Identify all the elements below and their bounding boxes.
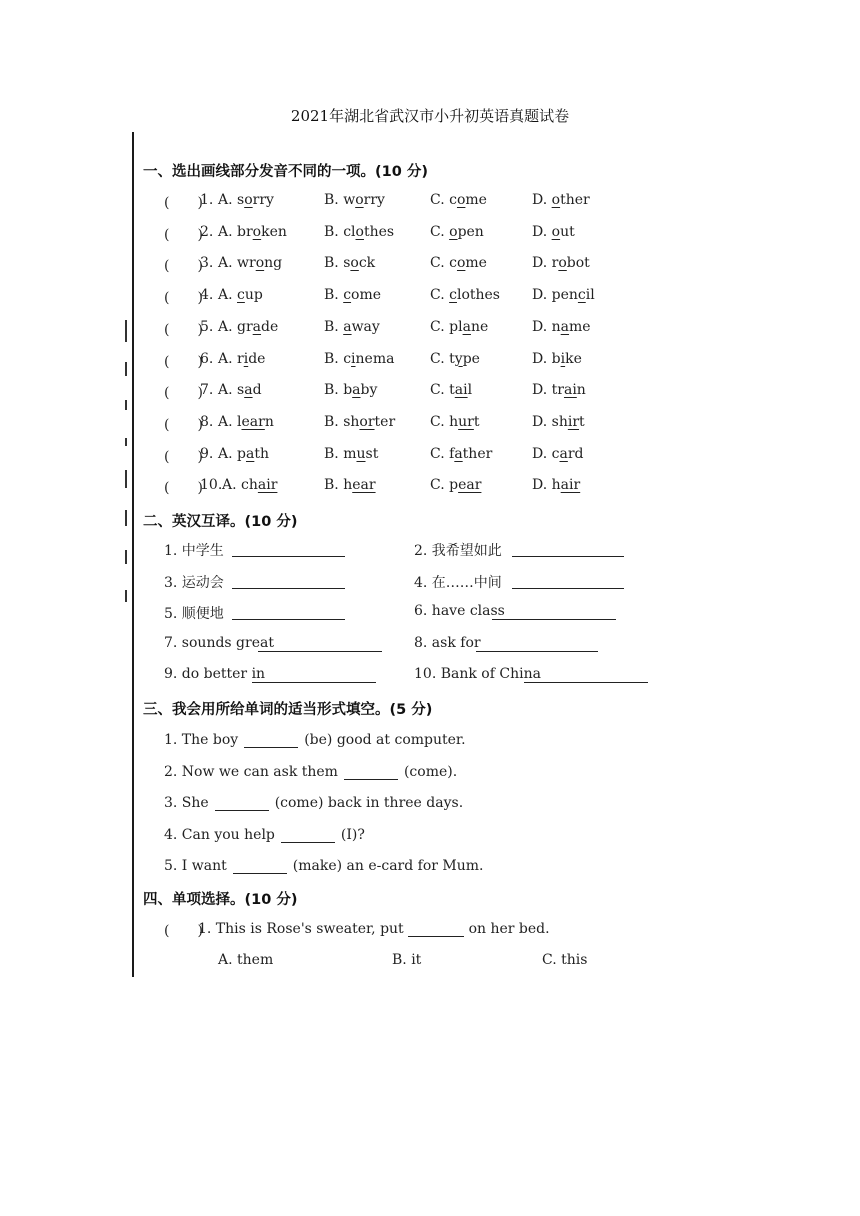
- option-c: C. open: [430, 223, 484, 240]
- option-a: A. broken: [218, 223, 287, 240]
- section3-row: [0, 826, 860, 850]
- option-d: D. other: [532, 192, 590, 208]
- option-b: B. cinema: [324, 350, 395, 367]
- section1-row: [0, 414, 860, 438]
- answer-paren[interactable]: ( ): [164, 258, 203, 275]
- option-d: D. out: [532, 223, 575, 240]
- answer-paren[interactable]: ( ): [164, 448, 203, 465]
- question-number: 4.: [200, 287, 214, 304]
- section1-row: [0, 192, 860, 216]
- answer-blank[interactable]: [512, 572, 624, 589]
- item-right: 6. have class: [414, 603, 505, 619]
- document-title: 2021年湖北省武汉市小升初英语真题试卷: [290, 107, 570, 125]
- item-left: 1. 中学生: [164, 543, 224, 559]
- answer-blank[interactable]: [233, 857, 287, 874]
- option-d: D. robot: [532, 255, 590, 272]
- answer-blank[interactable]: [215, 794, 269, 811]
- question-number: 6.: [200, 350, 214, 367]
- item-left: 9. do better in: [164, 666, 266, 682]
- answer-blank[interactable]: [252, 666, 376, 683]
- option-a: A. chair: [222, 477, 278, 494]
- section4-question-1: [0, 920, 860, 944]
- section2-heading: 二、英汉互译。(10 分): [143, 514, 298, 530]
- answer-blank[interactable]: [512, 540, 624, 557]
- answer-blank[interactable]: [524, 666, 648, 683]
- question-number: 9.: [200, 445, 214, 462]
- answer-paren[interactable]: ( ): [164, 321, 203, 338]
- option-a: A. ride: [218, 350, 266, 367]
- option-c: C. clothes: [430, 287, 500, 304]
- sentence: 4. Can you help (I)?: [164, 826, 365, 843]
- section1-row: [0, 446, 860, 470]
- option-b: B. it: [392, 952, 422, 968]
- item-right: 2. 我希望如此: [414, 543, 502, 559]
- option-d: D. name: [532, 318, 591, 335]
- section4-options-1: [0, 952, 860, 976]
- answer-paren[interactable]: ( ): [164, 416, 203, 433]
- question-number: 2.: [200, 223, 214, 240]
- answer-blank[interactable]: [492, 603, 616, 620]
- answer-paren[interactable]: ( ): [164, 385, 203, 402]
- answer-paren[interactable]: ( ): [164, 226, 203, 243]
- section3-row: [0, 794, 860, 818]
- section1-row: [0, 287, 860, 311]
- answer-blank[interactable]: [344, 763, 398, 780]
- item-left: 7. sounds great: [164, 634, 274, 651]
- section1-row: [0, 255, 860, 279]
- option-b: B. shorter: [324, 413, 396, 430]
- answer-blank[interactable]: [244, 731, 298, 748]
- sentence: 5. I want (make) an e-card for Mum.: [164, 858, 484, 874]
- option-d: D. bike: [532, 350, 582, 367]
- option-c: C. come: [430, 192, 487, 208]
- section1-row: [0, 319, 860, 343]
- option-d: D. shirt: [532, 413, 585, 430]
- option-b: B. come: [324, 287, 382, 304]
- answer-paren[interactable]: ( ): [164, 290, 203, 307]
- answer-blank[interactable]: [232, 603, 345, 620]
- answer-blank[interactable]: [476, 635, 598, 652]
- option-a: A. grade: [218, 318, 279, 335]
- option-a: A. sad: [218, 382, 262, 399]
- option-c: C. pear: [430, 477, 482, 494]
- section3-row: [0, 731, 860, 755]
- question-number: 5.: [200, 318, 214, 335]
- section4-heading: 四、单项选择。(10 分): [143, 892, 298, 908]
- answer-paren[interactable]: ( ): [164, 480, 203, 497]
- sentence: 2. Now we can ask them (come).: [164, 763, 458, 780]
- option-b: B. worry: [324, 192, 385, 208]
- section3-row: [0, 763, 860, 787]
- answer-paren[interactable]: ( ): [164, 923, 203, 939]
- item-left: 5. 顺便地: [164, 606, 224, 622]
- option-c: C. type: [430, 350, 480, 367]
- option-b: B. hear: [324, 477, 376, 494]
- option-d: D. pencil: [532, 287, 595, 304]
- section2-row: [0, 666, 860, 690]
- answer-blank[interactable]: [258, 635, 382, 652]
- section1-row: [0, 224, 860, 248]
- option-a: A. them: [218, 952, 274, 968]
- item-right: 4. 在……中间: [414, 574, 502, 591]
- option-a: A. sorry: [218, 192, 274, 208]
- option-b: B. baby: [324, 382, 378, 399]
- option-d: D. hair: [532, 477, 581, 494]
- option-b: B. must: [324, 445, 379, 462]
- section2-row: [0, 635, 860, 659]
- answer-paren[interactable]: ( ): [164, 195, 203, 211]
- option-b: B. away: [324, 318, 380, 335]
- section2-row: [0, 540, 860, 564]
- answer-blank[interactable]: [232, 540, 345, 557]
- answer-paren[interactable]: ( ): [164, 353, 203, 370]
- item-right: 10. Bank of China: [414, 666, 541, 682]
- option-a: A. path: [218, 445, 269, 462]
- answer-blank[interactable]: [408, 920, 464, 937]
- item-left: 3. 运动会: [164, 574, 224, 591]
- section1-heading: 一、选出画线部分发音不同的一项。(10 分): [143, 164, 428, 180]
- question-number: 7.: [200, 382, 214, 399]
- section2-row: [0, 603, 860, 627]
- answer-blank[interactable]: [281, 826, 335, 843]
- item-right: 8. ask for: [414, 634, 481, 651]
- section2-row: [0, 572, 860, 596]
- section1-row: [0, 382, 860, 406]
- sentence: 3. She (come) back in three days.: [164, 795, 464, 811]
- option-a: A. wrong: [218, 255, 283, 272]
- section3-heading: 三、我会用所给单词的适当形式填空。(5 分): [143, 702, 433, 718]
- answer-blank[interactable]: [232, 572, 345, 589]
- option-c: C. come: [430, 255, 487, 272]
- option-b: B. clothes: [324, 223, 395, 240]
- option-a: A. cup: [218, 287, 263, 304]
- option-b: B. sock: [324, 255, 376, 272]
- option-c: C. father: [430, 445, 493, 462]
- option-d: D. train: [532, 382, 586, 399]
- question-number: 3.: [200, 255, 214, 272]
- option-c: C. plane: [430, 318, 489, 335]
- section3-row: [0, 857, 860, 881]
- question-number: 1.: [200, 192, 214, 208]
- question-number: 10.: [200, 477, 223, 494]
- option-d: D. card: [532, 445, 584, 462]
- question-stem: 1. This is Rose's sweater, put on her bed.: [198, 921, 550, 937]
- option-a: A. learn: [218, 413, 274, 430]
- sentence: 1. The boy (be) good at computer.: [164, 732, 466, 748]
- section1-row: [0, 477, 860, 501]
- option-c: C. tail: [430, 382, 473, 399]
- question-number: 8.: [200, 413, 214, 430]
- option-c: C. this: [542, 952, 588, 968]
- section1-row: [0, 351, 860, 375]
- option-c: C. hurt: [430, 413, 480, 430]
